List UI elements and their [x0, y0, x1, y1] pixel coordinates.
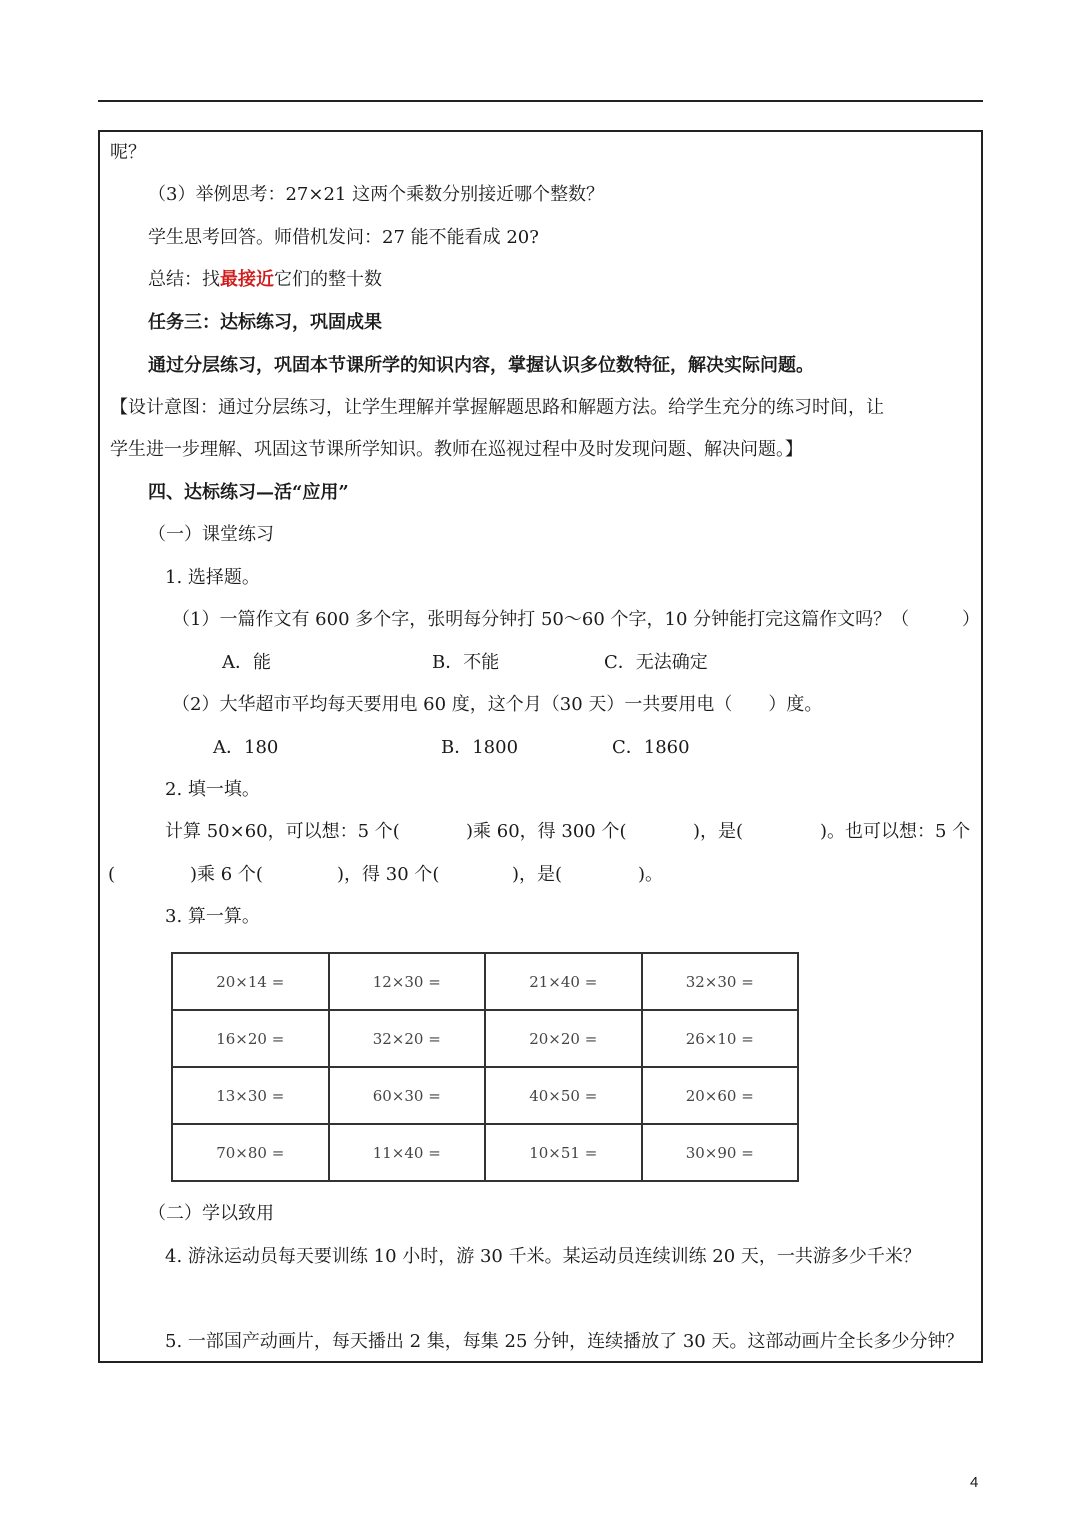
subsection-heading: （二）学以致用 — [148, 1203, 274, 1224]
text-line: 呢？ — [110, 142, 146, 163]
option-a: A．180 — [213, 737, 279, 758]
section4-heading: 四、达标练习—活“应用” — [148, 482, 349, 503]
table-cell: 20×14 = — [172, 953, 329, 1010]
table-cell: 13×30 = — [172, 1067, 329, 1124]
fill-text: )，是( — [512, 864, 563, 885]
table-row — [172, 953, 798, 1010]
table-row — [172, 1010, 798, 1067]
option-b: B．1800 — [441, 737, 519, 758]
calculation-table — [171, 952, 799, 1182]
summary-highlight: 最接近 — [220, 269, 274, 290]
table-cell: 10×51 = — [485, 1124, 642, 1181]
summary-suffix: 它们的整十数 — [274, 269, 382, 290]
question-heading: 2. 填一填。 — [165, 779, 260, 800]
question-heading: 1. 选择题。 — [165, 567, 260, 588]
table-cell: 32×30 = — [642, 953, 799, 1010]
table-cell: 26×10 = — [642, 1010, 799, 1067]
table-cell: 40×50 = — [485, 1067, 642, 1124]
question-text: 4. 游泳运动员每天要训练 10 小时，游 30 千米。某运动员连续训练 20 天，一共游多少千米？ — [165, 1246, 921, 1267]
question-text: （2）大华超市平均每天要用电 60 度，这个月（30 天）一共要用电（ ）度。 — [172, 694, 823, 715]
fill-text: ( — [108, 864, 116, 885]
option-c: C．无法确定 — [604, 652, 708, 673]
table-row — [172, 1124, 798, 1181]
question-text: （1）一篇作文有 600 多个字，张明每分钟打 50～60 个字，10 分钟能打完这篇作文吗？（ — [172, 609, 910, 630]
fill-text: )。 — [638, 864, 664, 885]
table-cell: 20×60 = — [642, 1067, 799, 1124]
table-cell: 30×90 = — [642, 1124, 799, 1181]
option-a: A．能 — [222, 652, 271, 673]
table-cell: 11×40 = — [329, 1124, 486, 1181]
design-intent-line: 学生进一步理解、巩固这节课所学知识。教师在巡视过程中及时发现问题、解决问题。】 — [110, 439, 803, 460]
fill-text: )，是( — [693, 821, 744, 842]
summary-prefix: 总结：找 — [148, 269, 220, 290]
fill-text: 计算 50×60，可以想：5 个( — [165, 821, 400, 842]
table-cell: 16×20 = — [172, 1010, 329, 1067]
question-text: 5. 一部国产动画片，每天播出 2 集，每集 25 分钟，连续播放了 30 天。这部动画片全长多少分钟？ — [165, 1331, 964, 1352]
table-row — [172, 1067, 798, 1124]
task3-description: 通过分层练习，巩固本节课所学的知识内容，掌握认识多位数特征，解决实际问题。 — [148, 355, 814, 376]
header-rule — [98, 100, 983, 102]
table-cell: 32×20 = — [329, 1010, 486, 1067]
table-cell: 21×40 = — [485, 953, 642, 1010]
fill-text: )，得 30 个( — [337, 864, 440, 885]
question-heading: 3. 算一算。 — [165, 906, 260, 927]
fill-text: )。也可以想：5 个 — [820, 821, 971, 842]
fill-text: )乘 6 个( — [190, 864, 263, 885]
page-number: 4 — [970, 1474, 979, 1491]
fill-text: )乘 60，得 300 个( — [466, 821, 627, 842]
text-line: （3）举例思考：27×21 这两个乘数分别接近哪个整数？ — [148, 184, 605, 205]
table-cell: 12×30 = — [329, 953, 486, 1010]
option-b: B．不能 — [432, 652, 500, 673]
summary-line — [148, 268, 382, 292]
answer-blank-close: ） — [962, 609, 980, 630]
table-cell: 20×20 = — [485, 1010, 642, 1067]
subsection-heading: （一）课堂练习 — [148, 524, 274, 545]
table-cell: 60×30 = — [329, 1067, 486, 1124]
text-line: 学生思考回答。师借机发问：27 能不能看成 20? — [148, 227, 539, 248]
table-cell: 70×80 = — [172, 1124, 329, 1181]
design-intent-line: 【设计意图：通过分层练习，让学生理解并掌握解题思路和解题方法。给学生充分的练习时间，让 — [110, 397, 884, 418]
option-c: C．1860 — [612, 737, 690, 758]
task3-heading: 任务三：达标练习，巩固成果 — [148, 312, 382, 333]
